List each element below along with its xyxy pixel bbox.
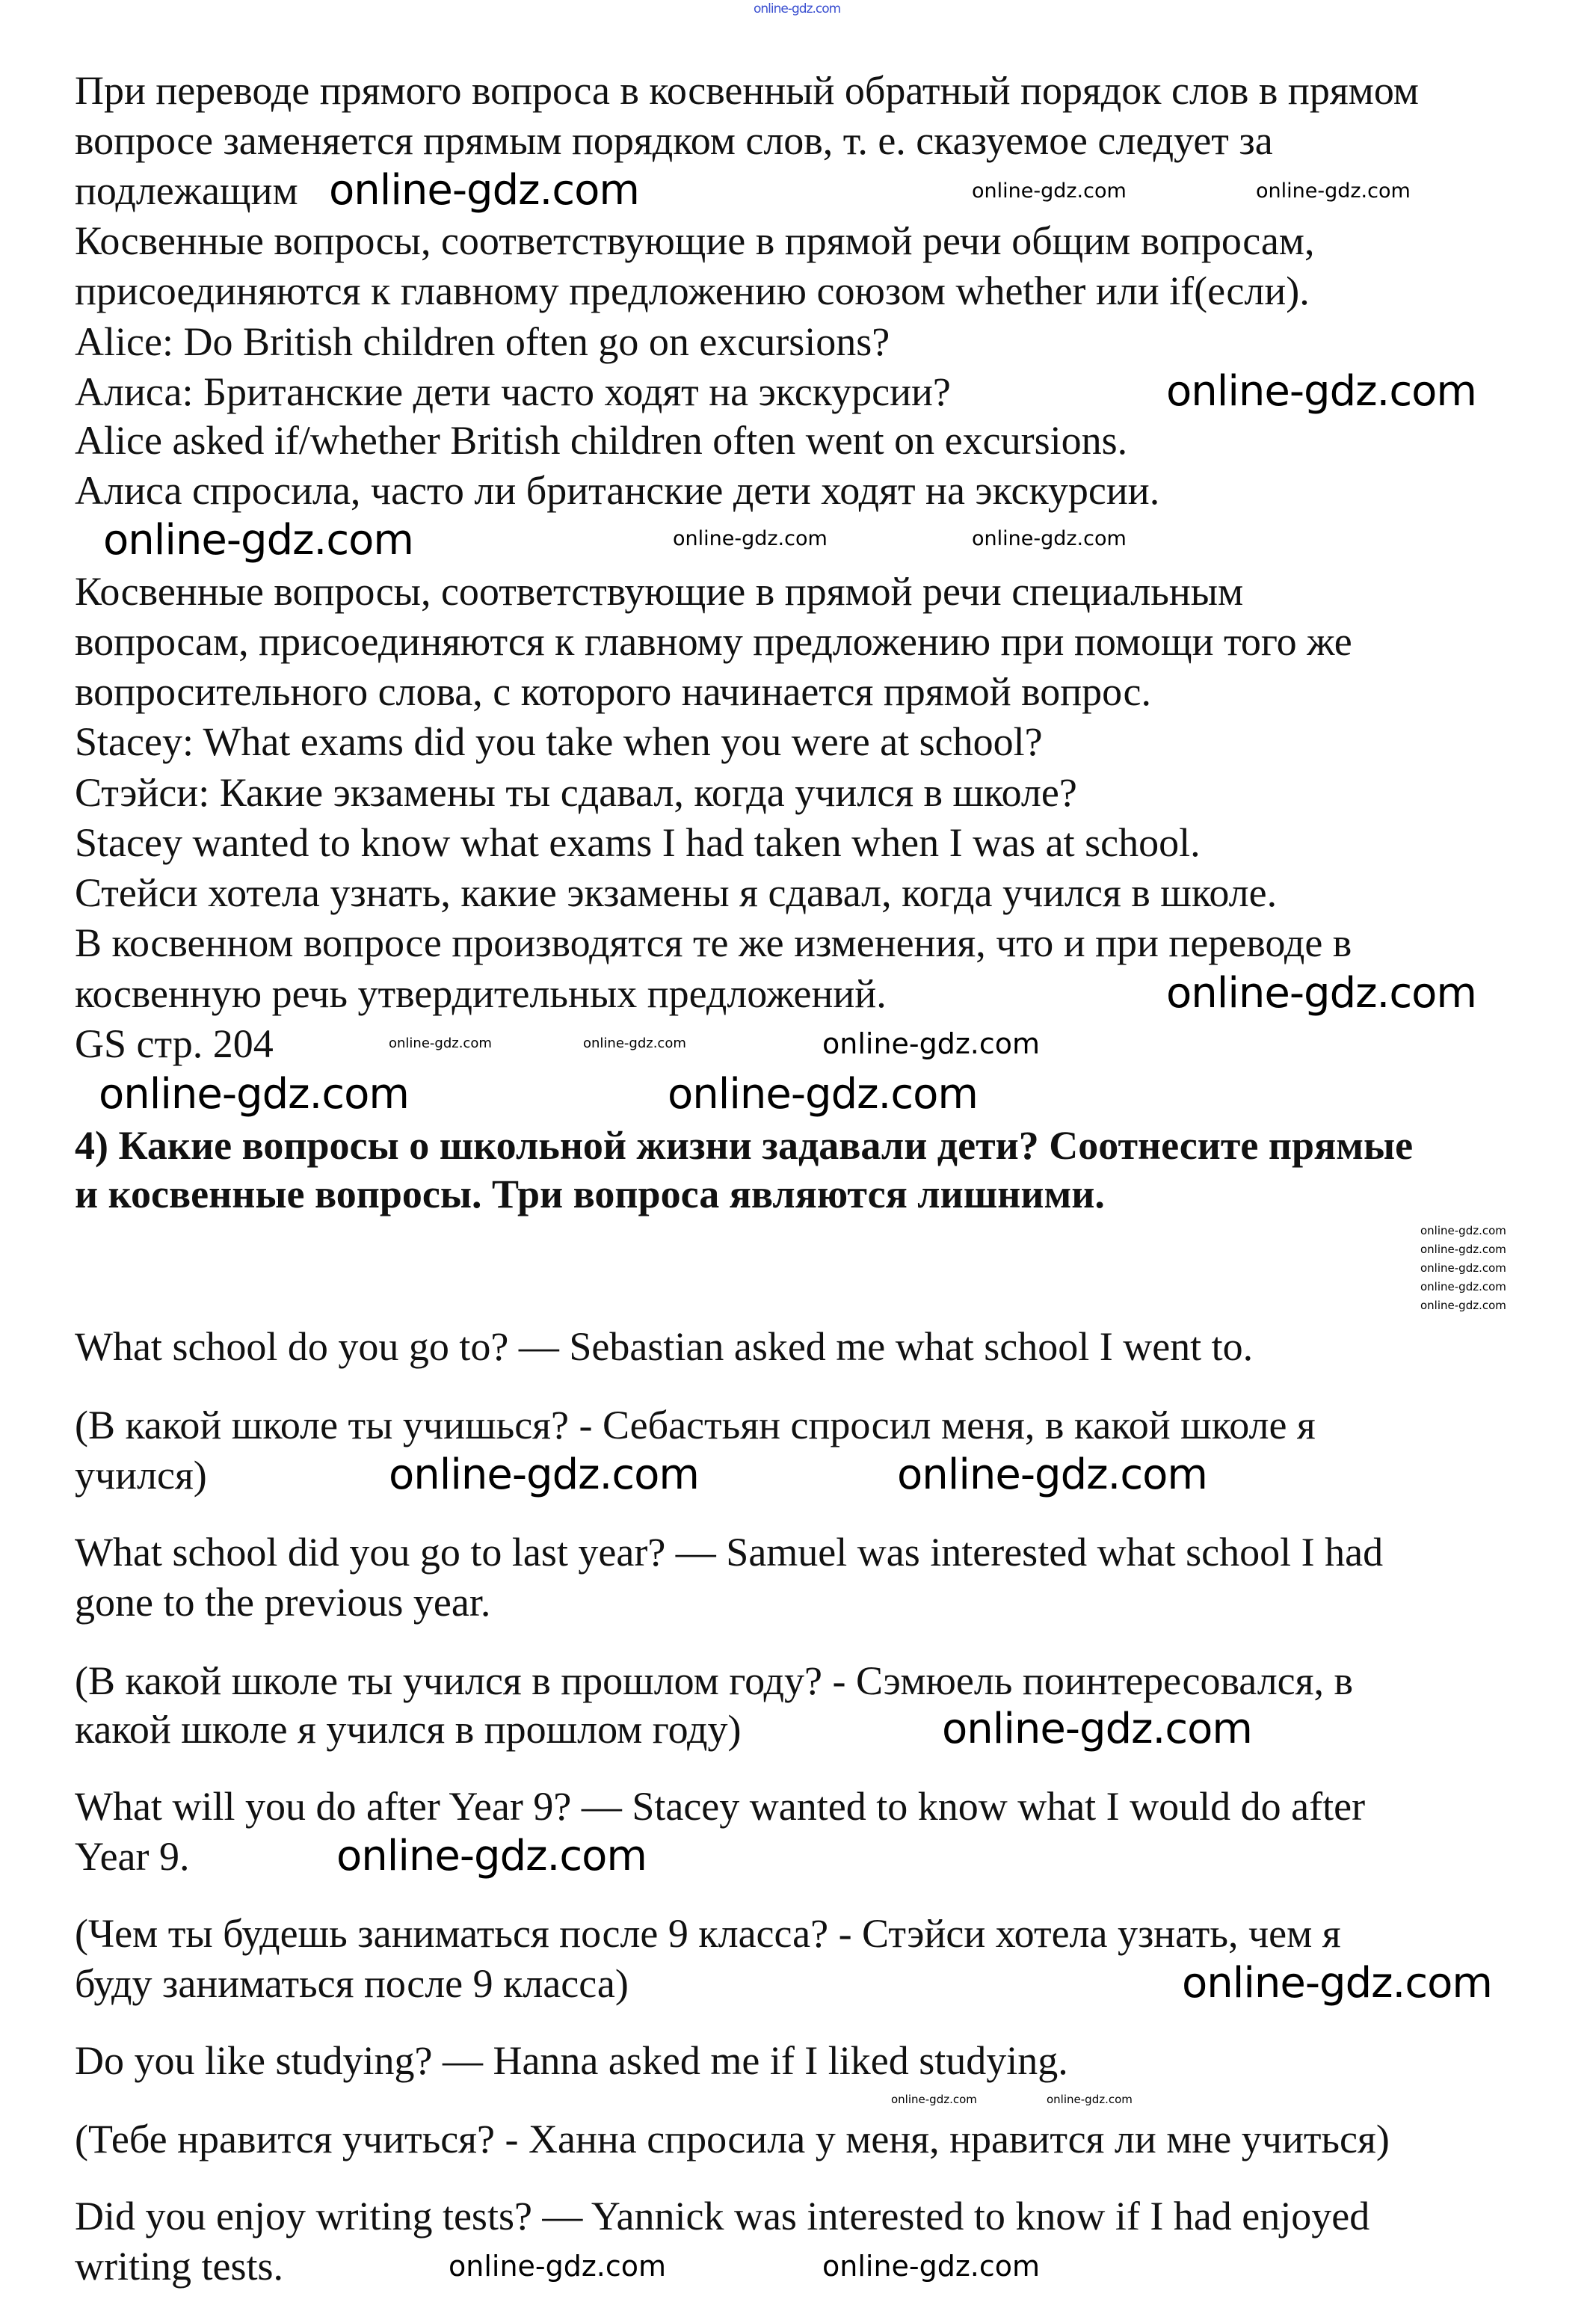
watermark: online-gdz.com xyxy=(972,179,1127,203)
watermark: online-gdz.com xyxy=(1047,2093,1133,2106)
text-line: Косвенные вопросы, соответствующие в прямой речи общим вопросам, xyxy=(75,218,1315,263)
watermark: online-gdz.com xyxy=(1420,1299,1506,1312)
text-line: вопросе заменяется прямым порядком слов, т. е. сказуемое следует за xyxy=(75,118,1273,163)
text-line: учился) xyxy=(75,1453,207,1498)
exercise-heading: 4) Какие вопросы о школьной жизни задавали дети? Соотнесите прямые xyxy=(75,1123,1414,1168)
watermark: online-gdz.com xyxy=(583,1036,686,1051)
exercise-heading: и косвенные вопросы. Три вопроса являются лишними. xyxy=(75,1172,1105,1216)
watermark: online-gdz.com xyxy=(103,516,413,564)
text-line: Стейси хотела узнать, какие экзамены я сдавал, когда учился в школе. xyxy=(75,870,1278,915)
text-line: какой школе я учился в прошлом году) xyxy=(75,1707,742,1752)
text-line: Did you enjoy writing tests? — Yannick was interested to know if I had enjoyed xyxy=(75,2194,1370,2238)
text-line: What school do you go to? — Sebastian asked me what school I went to. xyxy=(75,1324,1254,1369)
watermark: online-gdz.com xyxy=(891,2093,977,2106)
watermark: online-gdz.com xyxy=(822,2250,1041,2283)
text-line: подлежащим xyxy=(75,168,298,213)
watermark: online-gdz.com xyxy=(389,1036,492,1051)
watermark: online-gdz.com xyxy=(673,527,828,550)
watermark: online-gdz.com xyxy=(942,1705,1252,1753)
header-watermark: online-gdz.com xyxy=(754,1,841,16)
watermark: online-gdz.com xyxy=(99,1070,409,1119)
text-line: gone to the previous year. xyxy=(75,1580,491,1625)
text-line: Do you like studying? — Hanna asked me if I liked studying. xyxy=(75,2038,1068,2083)
text-line: What school did you go to last year? — Samuel was interested what school I had xyxy=(75,1530,1384,1575)
text-line: вопросам, присоединяются к главному предложению при помощи того же xyxy=(75,619,1352,664)
text-line: (В какой школе ты учился в прошлом году? - Сэмюель поинтересовался, в xyxy=(75,1658,1353,1703)
text-line: В косвенном вопросе производятся те же изменения, что и при переводе в xyxy=(75,920,1352,965)
watermark: online-gdz.com xyxy=(1420,1280,1506,1293)
watermark: online-gdz.com xyxy=(1256,179,1411,203)
watermark: online-gdz.com xyxy=(336,1832,647,1880)
text-line: присоединяются к главному предложению союзом whether или if(если). xyxy=(75,268,1310,313)
text-line: Stacey wanted to know what exams I had taken when I was at school. xyxy=(75,820,1201,865)
text-line: вопросительного слова, с которого начинается прямой вопрос. xyxy=(75,669,1151,714)
watermark: online-gdz.com xyxy=(822,1027,1041,1060)
watermark: online-gdz.com xyxy=(1420,1224,1506,1237)
text-line: (В какой школе ты учишься? - Себастьян спросил меня, в какой школе я xyxy=(75,1403,1316,1447)
watermark: online-gdz.com xyxy=(1420,1243,1506,1256)
text-line: Alice: Do British children often go on excursions? xyxy=(75,319,890,364)
watermark: online-gdz.com xyxy=(972,527,1127,550)
text-line: Алиса спросила, часто ли британские дети ходят на экскурсии. xyxy=(75,468,1160,513)
text-line: косвенную речь утвердительных предложений. xyxy=(75,971,887,1016)
text-line: При переводе прямого вопроса в косвенный обратный порядок слов в прямом xyxy=(75,68,1419,113)
text-line: буду заниматься после 9 класса) xyxy=(75,1961,629,2006)
text-line: What will you do after Year 9? — Stacey wanted to know what I would do after xyxy=(75,1784,1366,1829)
text-line: Alice asked if/whether British children often went on excursions. xyxy=(75,418,1128,463)
text-line: Year 9. xyxy=(75,1834,190,1879)
text-line: Стэйси: Какие экзамены ты сдавал, когда учился в школе? xyxy=(75,770,1077,815)
watermark: online-gdz.com xyxy=(329,166,639,215)
watermark: online-gdz.com xyxy=(1166,367,1476,416)
watermark: online-gdz.com xyxy=(668,1070,978,1119)
watermark: online-gdz.com xyxy=(1166,969,1476,1018)
watermark: online-gdz.com xyxy=(1420,1261,1506,1275)
watermark: online-gdz.com xyxy=(389,1450,699,1499)
watermark: online-gdz.com xyxy=(1182,1959,1492,2007)
watermark: online-gdz.com xyxy=(449,2250,667,2283)
text-line: (Чем ты будешь заниматься после 9 класса? - Стэйси хотела узнать, чем я xyxy=(75,1911,1341,1956)
text-line: Алиса: Британские дети часто ходят на экскурсии? xyxy=(75,369,951,414)
text-line: GS стр. 204 xyxy=(75,1021,274,1066)
text-line: (Тебе нравится учиться? - Ханна спросила у меня, нравится ли мне учиться) xyxy=(75,2117,1390,2161)
watermark: online-gdz.com xyxy=(897,1450,1207,1499)
text-line: writing tests. xyxy=(75,2244,283,2289)
text-line: Косвенные вопросы, соответствующие в прямой речи специальным xyxy=(75,569,1244,614)
text-line: Stacey: What exams did you take when you were at school? xyxy=(75,719,1043,764)
